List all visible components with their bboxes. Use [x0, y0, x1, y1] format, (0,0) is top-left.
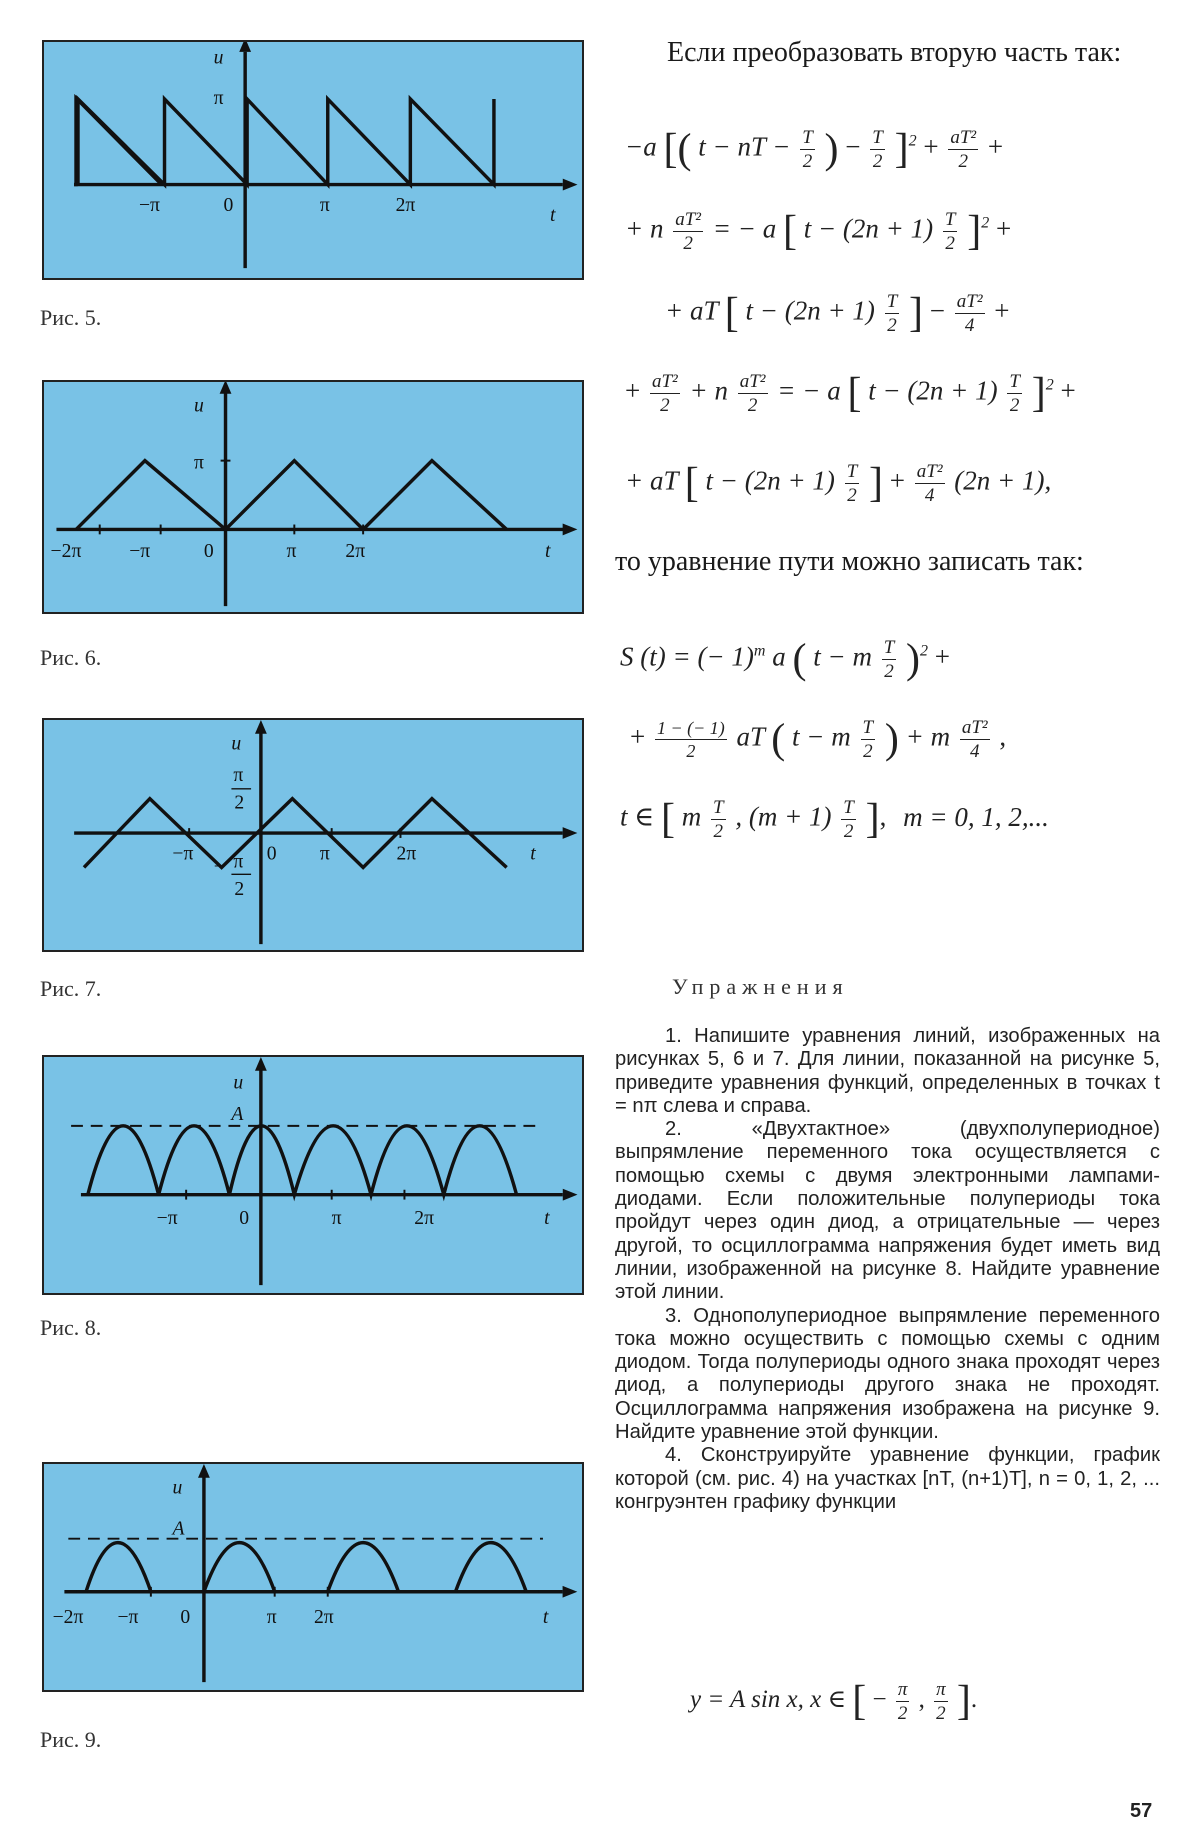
figure-9	[42, 1462, 584, 1692]
xlabel-zero: 0	[239, 1207, 250, 1230]
u-label: u	[194, 394, 204, 417]
xlabel-zero: 0	[266, 842, 277, 865]
caption-fig9: Рис. 9.	[40, 1727, 102, 1752]
caption-fig5: Рис. 5.	[40, 305, 102, 330]
neg-sign: −	[213, 855, 225, 878]
t-axis-arrow	[563, 827, 578, 839]
amplitude-label: A	[172, 1517, 185, 1540]
u-axis-arrow	[255, 1057, 267, 1071]
caption-fig8: Рис. 8.	[40, 1315, 102, 1340]
figure-6-plot	[44, 382, 582, 612]
u-label: u	[172, 1476, 183, 1499]
xlabel-neg-pi: −π	[172, 842, 194, 865]
u-label: u	[231, 732, 242, 755]
figure-8	[42, 1055, 584, 1295]
eq-s-line-2: + $\frac{1 - (- 1)}{2}$ aT ( t − m $\frac{T}{2}$ ) + m $\frac{\text{aT²}}{4}$ ,	[630, 716, 1007, 763]
xlabel-neg-pi: −π	[117, 1606, 139, 1629]
xlabel-pi: π	[286, 539, 297, 562]
xlabel-pi: π	[331, 1207, 342, 1230]
sawtooth-line	[74, 98, 162, 185]
eq-s-line-3: t ∈ [ m $\frac{T}{2}$ , (m + 1) $\frac{T}{2}$ ], m = 0, 1, 2,...	[620, 796, 1049, 843]
figure-5	[42, 40, 584, 280]
figure-5-plot	[44, 42, 582, 278]
page-number: 57	[1130, 1800, 1153, 1822]
u-axis-arrow	[198, 1464, 210, 1478]
t-axis-arrow	[563, 1586, 578, 1598]
t-label: t	[544, 1207, 550, 1230]
figure-9-plot	[44, 1464, 582, 1690]
xlabel-pi: π	[319, 194, 330, 217]
figure-7-plot	[44, 720, 582, 950]
xlabel-zero: 0	[203, 539, 214, 562]
exercise-1: 1. Напишите уравнения линий, изображенных на рисунках 5, 6 и 7. Для линии, показанной на рисунке 5, приведите уравнения функций, определенных в точках t = nπ слева и справа.	[615, 1025, 1160, 1117]
amplitude-label: A	[231, 1102, 244, 1125]
exercises-body	[615, 1025, 1160, 1514]
pi-half-num: π	[233, 763, 244, 786]
u-axis-arrow	[255, 720, 267, 734]
xlabel-2pi: 2π	[345, 539, 366, 562]
t-axis-arrow	[563, 179, 578, 191]
t-label: t	[542, 1606, 549, 1629]
sawtooth-wave	[78, 99, 494, 185]
xlabel-neg-2pi: −2π	[52, 1606, 84, 1629]
eq-line-1: −a [( t − nT − $\frac{T}{2}$ ) − $\frac{T}{2}$ ]$^2$ + $\frac{\text{aT²}}{2}$ +	[625, 126, 1004, 173]
caption-fig6: Рис. 6.	[40, 645, 102, 670]
xlabel-pi: π	[319, 842, 330, 865]
t-label: t	[549, 203, 556, 226]
middle-text: то уравнение пути можно записать так:	[615, 546, 1084, 577]
xlabel-neg-pi: −π	[129, 539, 151, 562]
u-axis-arrow	[220, 382, 232, 394]
eq-s-line-1: S (t) = (− 1)$^m$ a ( t − m $\frac{T}{2}$ )$^2$ +	[620, 636, 951, 683]
t-label: t	[530, 842, 536, 865]
triangle-wave	[76, 461, 507, 530]
xlabel-zero: 0	[180, 1606, 191, 1629]
exercises-heading: Упражнения	[672, 974, 849, 999]
eq-line-5: + aT [ t − (2n + 1) $\frac{T}{2}$ ] + $\frac{\text{aT²}}{4}$ (2n + 1),	[625, 460, 1052, 507]
t-label: t	[544, 539, 551, 562]
figure-8-plot	[44, 1057, 582, 1293]
half-wave-rectified	[76, 1543, 538, 1592]
eq-line-2: + n $\frac{\text{aT²}}{2}$ = − a [ t − (2n + 1) $\frac{T}{2}$ ]$^2$ +	[625, 208, 1012, 255]
xlabel-neg-2pi: −2π	[50, 539, 82, 562]
neg-pi-half-den: 2	[234, 877, 245, 900]
xlabel-neg-pi: −π	[156, 1207, 178, 1230]
exercise-2: 2. «Двухтактное» (двухполупериодное) выпрямление переменного тока осуществляется с помощью схемы с двумя электронными лампами-диодами. Если положительные полупериоды тока пройдут через один диод, а отрицательные — через другой, то осциллограмма напряжения будет иметь вид линии, изображенной на рисунке 8. Найдите уравнение этой линии.	[615, 1118, 1160, 1304]
xlabel-pi: π	[266, 1606, 277, 1629]
xlabel-2pi: 2π	[396, 842, 417, 865]
figure-7	[42, 718, 584, 952]
exercise-3: 3. Однополупериодное выпрямление переменного тока можно осуществить с помощью схемы с одним диодом. Тогда полупериоды одного знака проходят через диод, а полупериоды другого знака не проходят. Осциллограмма напряжения изображена на рисунке 9. Найдите уравнение этой функции.	[615, 1304, 1160, 1444]
xlabel-2pi: 2π	[414, 1207, 435, 1230]
caption-fig7: Рис. 7.	[40, 976, 102, 1001]
xlabel-neg-pi: −π	[138, 194, 160, 217]
xlabel-2pi: 2π	[313, 1606, 334, 1629]
pi-label: π	[194, 451, 204, 474]
eq-line-3: + aT [ t − (2n + 1) $\frac{T}{2}$ ] − $\frac{\text{aT²}}{4}$ +	[665, 290, 1010, 337]
figure-6	[42, 380, 584, 614]
u-label: u	[213, 46, 224, 69]
exercise-4: 4. Сконструируйте уравнение функции, график которой (см. рис. 4) на участках [nT, (n+1)T], n = 0, 1, 2, ... конгруэнтен графику функции	[615, 1444, 1160, 1513]
t-axis-arrow	[563, 524, 578, 536]
neg-pi-half-num: π	[233, 850, 244, 873]
intro-text: Если преобразовать вторую часть так:	[667, 37, 1122, 68]
u-axis-arrow	[239, 42, 251, 52]
full-wave-rectified	[88, 1126, 517, 1195]
t-axis-arrow	[563, 1189, 578, 1201]
xlabel-2pi: 2π	[395, 194, 416, 217]
u-label: u	[233, 1071, 244, 1094]
eq-y-sinx: y = A sin x, x ∈ [ − $\frac{\pi}{2}$ , $\frac{\pi}{2}$ ].	[690, 1678, 978, 1725]
pi-label: π	[213, 86, 224, 109]
eq-line-4: + $\frac{\text{aT²}}{2}$ + n $\frac{\text{aT²}}{2}$ = − a [ t − (2n + 1) $\frac{T}{2}$ ]$^2$ +	[625, 370, 1076, 417]
xlabel-zero: 0	[223, 194, 234, 217]
pi-half-den: 2	[234, 791, 245, 814]
